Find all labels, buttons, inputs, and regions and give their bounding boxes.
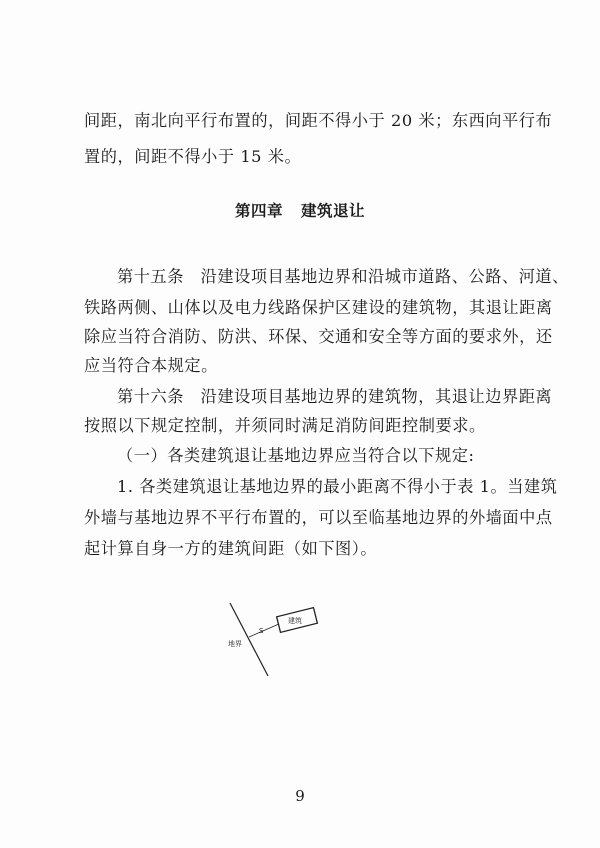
item-1-line-1: 1. 各类建筑退让基地边界的最小距离不得小于表 1。当建筑	[117, 477, 558, 496]
article-15-line-3: 除应当符合消防、防洪、环保、交通和安全等方面的要求外，还	[84, 327, 553, 346]
article-16-line-2: 按照以下规定控制，并须同时满足消防间距控制要求。	[84, 416, 486, 435]
intro-line-2: 置的，间距不得小于 15 米。	[84, 147, 302, 166]
article-15-line-2: 铁路两侧、山体以及电力线路保护区建设的建筑物，其退让距离	[84, 298, 553, 317]
item-1-line-3: 起计算自身一方的建筑间距（如下图）。	[84, 539, 378, 558]
article-15-line-1: 第十五条 沿建设项目基地边界和沿城市道路、公路、河道、	[117, 267, 569, 286]
boundary-label: 地界	[228, 640, 242, 648]
distance-label: S	[259, 627, 264, 635]
setback-diagram	[222, 600, 332, 680]
article-16-line-1: 第十六条 沿建设项目基地边界的建筑物，其退让边界距离	[117, 387, 553, 406]
distance-line	[249, 624, 279, 637]
chapter-number: 第四章	[234, 202, 283, 220]
item-1-line-2: 外墙与基地边界不平行布置的，可以至临基地边界的外墙面中点	[84, 508, 553, 527]
building-label: 建筑	[288, 617, 302, 625]
article-15-line-4: 应当符合本规定。	[84, 356, 218, 375]
page-number: 9	[295, 787, 305, 805]
intro-line-1: 间距，南北向平行布置的，间距不得小于 20 米；东西向平行布	[84, 111, 553, 130]
chapter-name: 建筑退让	[301, 202, 366, 220]
chapter-heading	[0, 199, 600, 221]
clause-1: （一）各类建筑退让基地边界应当符合以下规定:	[117, 446, 475, 465]
